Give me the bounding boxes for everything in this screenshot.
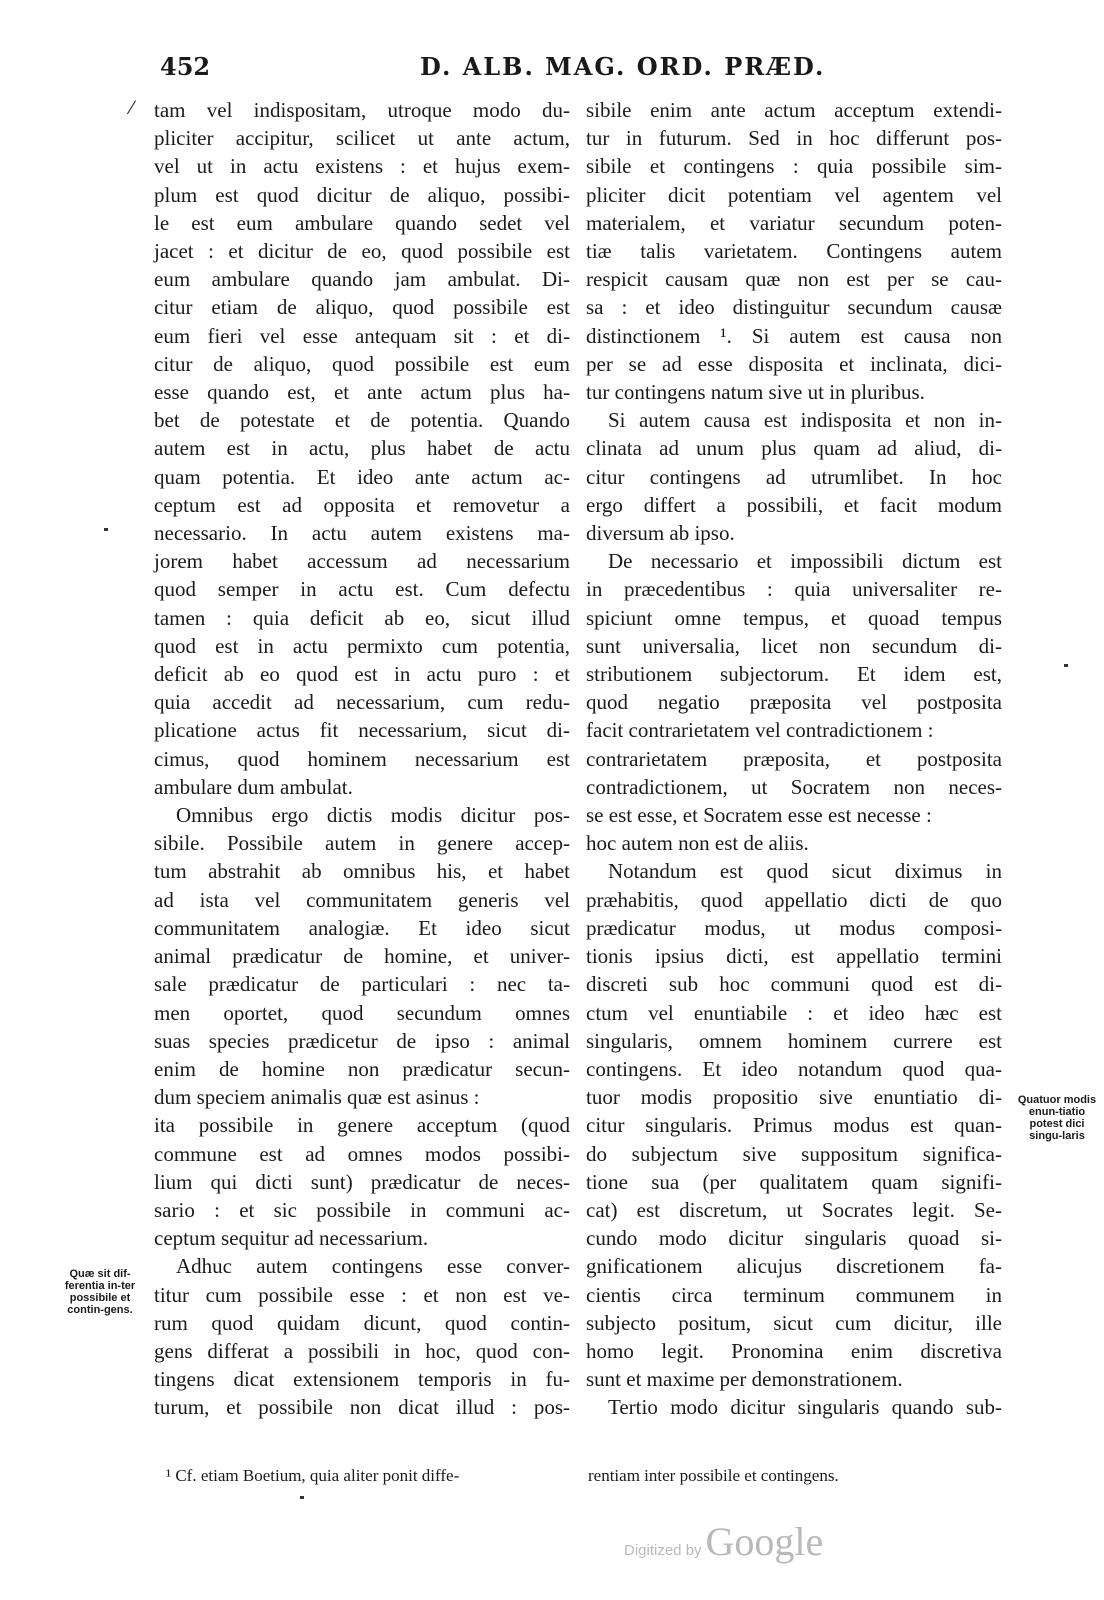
text-line: quod est in actu permixto cum potentia,: [154, 633, 570, 658]
text-line: vel ut in actu existens : et hujus exem-: [154, 154, 570, 179]
text-line: plum est quod dicitur de aliquo, possibi-: [154, 182, 570, 207]
text-line: enim de homine non prædicatur secun-: [154, 1056, 570, 1081]
speck-mark: [300, 1496, 304, 1499]
text-line: gens differat a possibili in hoc, quod con-: [154, 1338, 570, 1363]
text-line: discreti sub hoc communi quod est di-: [586, 972, 1002, 997]
text-line: titur cum possibile esse : et non est ve-: [154, 1282, 570, 1307]
text-line: le est eum ambulare quando sedet vel: [154, 210, 570, 235]
text-line: eum ambulare quando jam ambulat. Di-: [154, 267, 570, 292]
text-line: sario : et sic possibile in communi ac-: [154, 1197, 570, 1222]
text-line: deficit ab eo quod est in actu puro : et: [154, 662, 570, 687]
text-line: quia accedit ad necessarium, cum redu-: [154, 690, 570, 715]
text-line: citur de aliquo, quod possibile est eum: [154, 351, 570, 376]
text-line: per se ad esse disposita et inclinata, dici-: [586, 351, 1002, 376]
text-line: stributionem subjectorum. Et idem est,: [586, 662, 1002, 687]
text-line: ceptum est ad opposita et removetur a: [154, 492, 570, 517]
text-line: quod negatio præposita vel postposita: [586, 690, 1002, 715]
speck-mark: [104, 528, 108, 531]
speck-mark: [1064, 664, 1068, 667]
text-line: sunt et maxime per demonstrationem.: [586, 1367, 903, 1392]
text-line: facit contrarietatem vel contradictionem :: [586, 718, 934, 743]
text-line: contingens. Et ideo notandum quod qua-: [586, 1056, 1002, 1081]
text-line: ambulare dum ambulat.: [154, 774, 353, 799]
text-line: turum, et possibile non dicat illud : pos-: [154, 1395, 570, 1420]
text-line: citur contingens ad utrumlibet. In hoc: [586, 464, 1002, 489]
text-line: Si autem causa est indisposita et non in-: [608, 408, 1002, 433]
text-line: tingens dicat extensionem temporis in fu-: [154, 1367, 570, 1392]
text-line: cimus, quod hominem necessarium est: [154, 746, 570, 771]
text-line: quod semper in actu est. Cum defectu: [154, 577, 570, 602]
margin-note-right: Quatuor modis enun-tiatio potest dici singu-laris: [1017, 1094, 1097, 1142]
text-line: clinata ad unum plus quam ad aliud, di-: [586, 436, 1002, 461]
text-line: sa : et ideo distinguitur secundum causæ: [586, 295, 1002, 320]
text-line: homo legit. Pronomina enim discretiva: [586, 1338, 1002, 1363]
text-line: ctum vel enuntiabile : et ideo hæc est: [586, 1000, 1002, 1025]
text-line: jorem habet accessum ad necessarium: [154, 549, 570, 574]
watermark-small-text: Digitized by: [624, 1542, 702, 1559]
text-line: tamen : quia deficit ab eo, sicut illud: [154, 605, 570, 630]
text-line: autem est in actu, plus habet de actu: [154, 436, 570, 461]
text-line: spiciunt omne tempus, et quoad tempus: [586, 605, 1002, 630]
text-line: suas species prædicetur de ipso : animal: [154, 1028, 570, 1053]
text-line: Omnibus ergo dictis modis dicitur pos-: [176, 803, 570, 828]
text-line: tuor modis propositio sive enuntiatio di-: [586, 1085, 1002, 1110]
text-line: singularis, omnem hominem currere est: [586, 1028, 1002, 1053]
text-line: sibile. Possibile autem in genere accep-: [154, 831, 570, 856]
text-line: tur contingens natum sive ut in pluribus.: [586, 380, 925, 405]
text-line: distinctionem ¹. Si autem est causa non: [586, 323, 1002, 348]
text-line: cundo modo dicitur singularis quoad si-: [586, 1226, 1002, 1251]
text-line: in præcedentibus : quia universaliter re-: [586, 577, 1002, 602]
text-line: men oportet, quod secundum omnes: [154, 1000, 570, 1025]
text-line: do subjectum sive suppositum significa-: [586, 1141, 1002, 1166]
text-line: Tertio modo dicitur singularis quando sub-: [608, 1395, 1002, 1420]
text-line: bet de potestate et de potentia. Quando: [154, 408, 570, 433]
footnote-right: rentiam inter possibile et contingens.: [588, 1466, 839, 1485]
text-line: diversum ab ipso.: [586, 521, 735, 546]
text-line: jacet : et dicitur de eo, quod possibile est: [154, 239, 570, 264]
text-line: ad ista vel communitatem generis vel: [154, 887, 570, 912]
text-line: communitatem analogiæ. Et ideo sicut: [154, 915, 570, 940]
text-line: pliciter dicit potentiam vel agentem vel: [586, 182, 1002, 207]
text-line: ita possibile in genere acceptum (quod: [154, 1113, 570, 1138]
text-line: tam vel indispositam, utroque modo du-: [154, 98, 570, 122]
text-line: contradictionem, ut Socratem non neces-: [586, 774, 1002, 799]
text-line: cat) est discretum, ut Socrates legit. Se-: [586, 1197, 1002, 1222]
text-line: gnificationem alicujus discretionem fa-: [586, 1254, 1002, 1279]
page-number: 452: [160, 52, 211, 81]
text-line: quam potentia. Et ideo ante actum ac-: [154, 464, 570, 489]
text-line: rum quod quidam dicunt, quod contin-: [154, 1310, 570, 1335]
text-line: lium qui dicti sunt) prædicatur de neces-: [154, 1169, 570, 1194]
text-line: tiæ talis varietatem. Contingens autem: [586, 239, 1002, 264]
text-line: eum fieri vel esse antequam sit : et di-: [154, 323, 570, 348]
text-line: respicit causam quæ non est per se cau-: [586, 267, 1002, 292]
google-logo: Google: [705, 1519, 824, 1564]
text-line: hoc autem non est de aliis.: [586, 831, 809, 856]
left-column: [154, 96, 570, 1422]
text-line: citur singularis. Primus modus est quan-: [586, 1113, 1002, 1138]
text-line: ergo differt a possibili, et facit modum: [586, 492, 1002, 517]
text-line: tione sua (per qualitatem quam signifi-: [586, 1169, 1002, 1194]
text-line: citur etiam de aliquo, quod possibile est: [154, 295, 570, 320]
text-line: tum abstrahit ab omnibus his, et habet: [154, 859, 570, 884]
text-line: prædicatur modus, ut modus composi-: [586, 915, 1002, 940]
text-line: pliciter accipitur, scilicet ut ante actum,: [154, 126, 570, 151]
text-line: ceptum sequitur ad necessarium.: [154, 1226, 429, 1251]
text-line: tionis ipsius dicti, est appellatio termini: [586, 944, 1002, 969]
text-line: Notandum est quod sicut diximus in: [608, 859, 1002, 884]
google-watermark: [624, 1518, 823, 1565]
text-line: subjecto positum, sicut cum dicitur, ille: [586, 1310, 1002, 1335]
text-line: De necessario et impossibili dictum est: [608, 549, 1002, 574]
text-line: commune est ad omnes modos possibi-: [154, 1141, 570, 1166]
text-line: se est esse, et Socratem esse est necesse :: [586, 803, 932, 828]
text-line: Adhuc autem contingens esse conver-: [176, 1254, 570, 1279]
running-head: D. ALB. MAG. ORD. PRÆD.: [420, 52, 826, 81]
text-line: sunt universalia, licet non secundum di-: [586, 633, 1002, 658]
text-line: sale prædicatur de particulari : nec ta-: [154, 972, 570, 997]
text-line: cientis circa terminum communem in: [586, 1282, 1002, 1307]
text-line: contrarietatem præposita, et postposita: [586, 746, 1002, 771]
text-line: plicatione actus fit necessarium, sicut di-: [154, 718, 570, 743]
text-line: præhabitis, quod appellatio dicti de quo: [586, 887, 1002, 912]
text-line: esse quando est, et ante actum plus ha-: [154, 380, 570, 405]
text-line: sibile et contingens : quia possibile sim-: [586, 154, 1002, 179]
text-line: sibile enim ante actum acceptum extendi-: [586, 98, 1002, 122]
right-column: [586, 96, 1002, 1422]
check-mark-icon: ⁄: [130, 98, 134, 119]
text-line: dum speciem animalis quæ est asinus :: [154, 1085, 480, 1110]
text-line: tur in futurum. Sed in hoc differunt pos-: [586, 126, 1002, 151]
footnote-left: ¹ Cf. etiam Boetium, quia aliter ponit diffe-: [166, 1466, 460, 1485]
text-line: materialem, et variatur secundum poten-: [586, 210, 1002, 235]
text-line: animal prædicatur de homine, et univer-: [154, 944, 570, 969]
text-line: necessario. In actu autem existens ma-: [154, 521, 570, 546]
margin-note-left: Quæ sit dif-ferentia in-ter possibile et contin-gens.: [64, 1268, 136, 1316]
